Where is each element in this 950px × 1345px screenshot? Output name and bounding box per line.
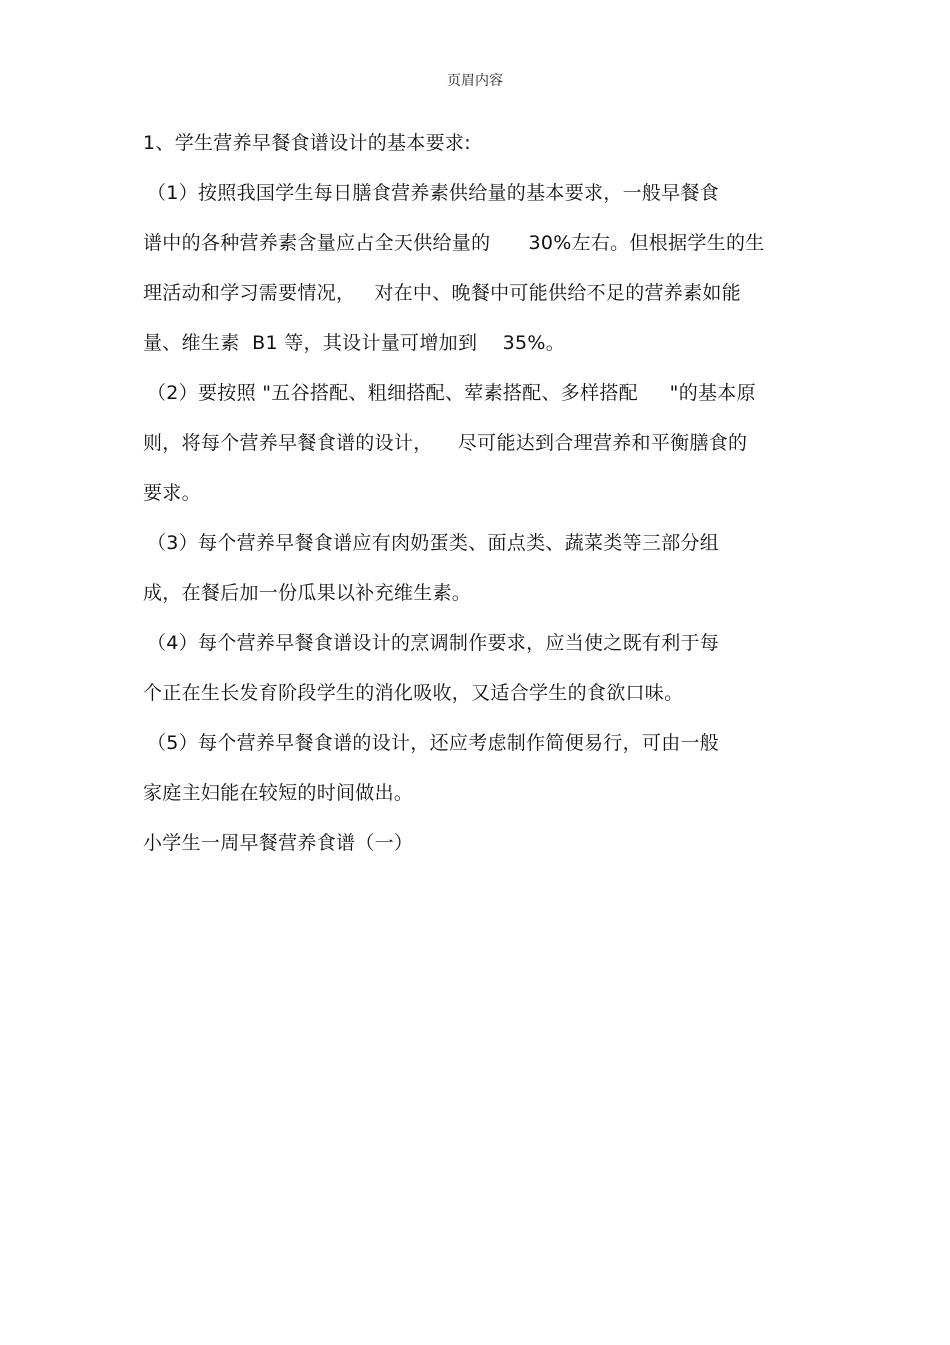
paragraph-line: 则，将每个营养早餐食谱的设计， 尽可能达到合理营养和平衡膳食的 [143,432,748,454]
paragraph-line: （5）每个营养早餐食谱的设计，还应考虑制作简便易行，可由一般 [147,732,720,754]
paragraph-requirement-4 [143,631,808,706]
paragraph-line: （2）要按照 "五谷搭配、粗细搭配、荤素搭配、多样搭配 "的基本原 [147,382,756,404]
paragraph-line: （3）每个营养早餐食谱应有肉奶蛋类、面点类、蔬菜类等三部分组 [147,532,720,554]
paragraph-line: （1）按照我国学生每日膳食营养素供给量的基本要求，一般早餐食 [147,182,720,204]
paragraph-requirement-2 [143,381,808,506]
paragraph-line: 量、维生素 B1 等，其设计量可增加到 35%。 [143,332,566,354]
section-heading: 1、学生营养早餐食谱设计的基本要求: [143,132,471,154]
paragraph-line: 个正在生长发育阶段学生的消化吸收，又适合学生的食欲口味。 [143,682,684,704]
paragraph-line: 要求。 [143,482,201,504]
document-body [143,131,808,856]
paragraph-line: 成，在餐后加一份瓜果以补充维生素。 [143,582,472,604]
paragraph-requirement-5 [143,731,808,806]
page-header: 页眉内容 [447,73,503,89]
paragraph-line: 谱中的各种营养素含量应占全天供给量的 30%左右。但根据学生的生 [143,232,765,254]
menu-subtitle: 小学生一周早餐营养食谱（一） [143,832,414,854]
paragraph-line: （4）每个营养早餐食谱设计的烹调制作要求，应当使之既有利于每 [147,632,720,654]
paragraph-line: 理活动和学习需要情况， 对在中、晚餐中可能供给不足的营养素如能 [143,282,742,304]
paragraph-line: 家庭主妇能在较短的时间做出。 [143,782,414,804]
paragraph-requirement-3 [143,531,808,606]
paragraph-requirement-1 [143,181,808,356]
